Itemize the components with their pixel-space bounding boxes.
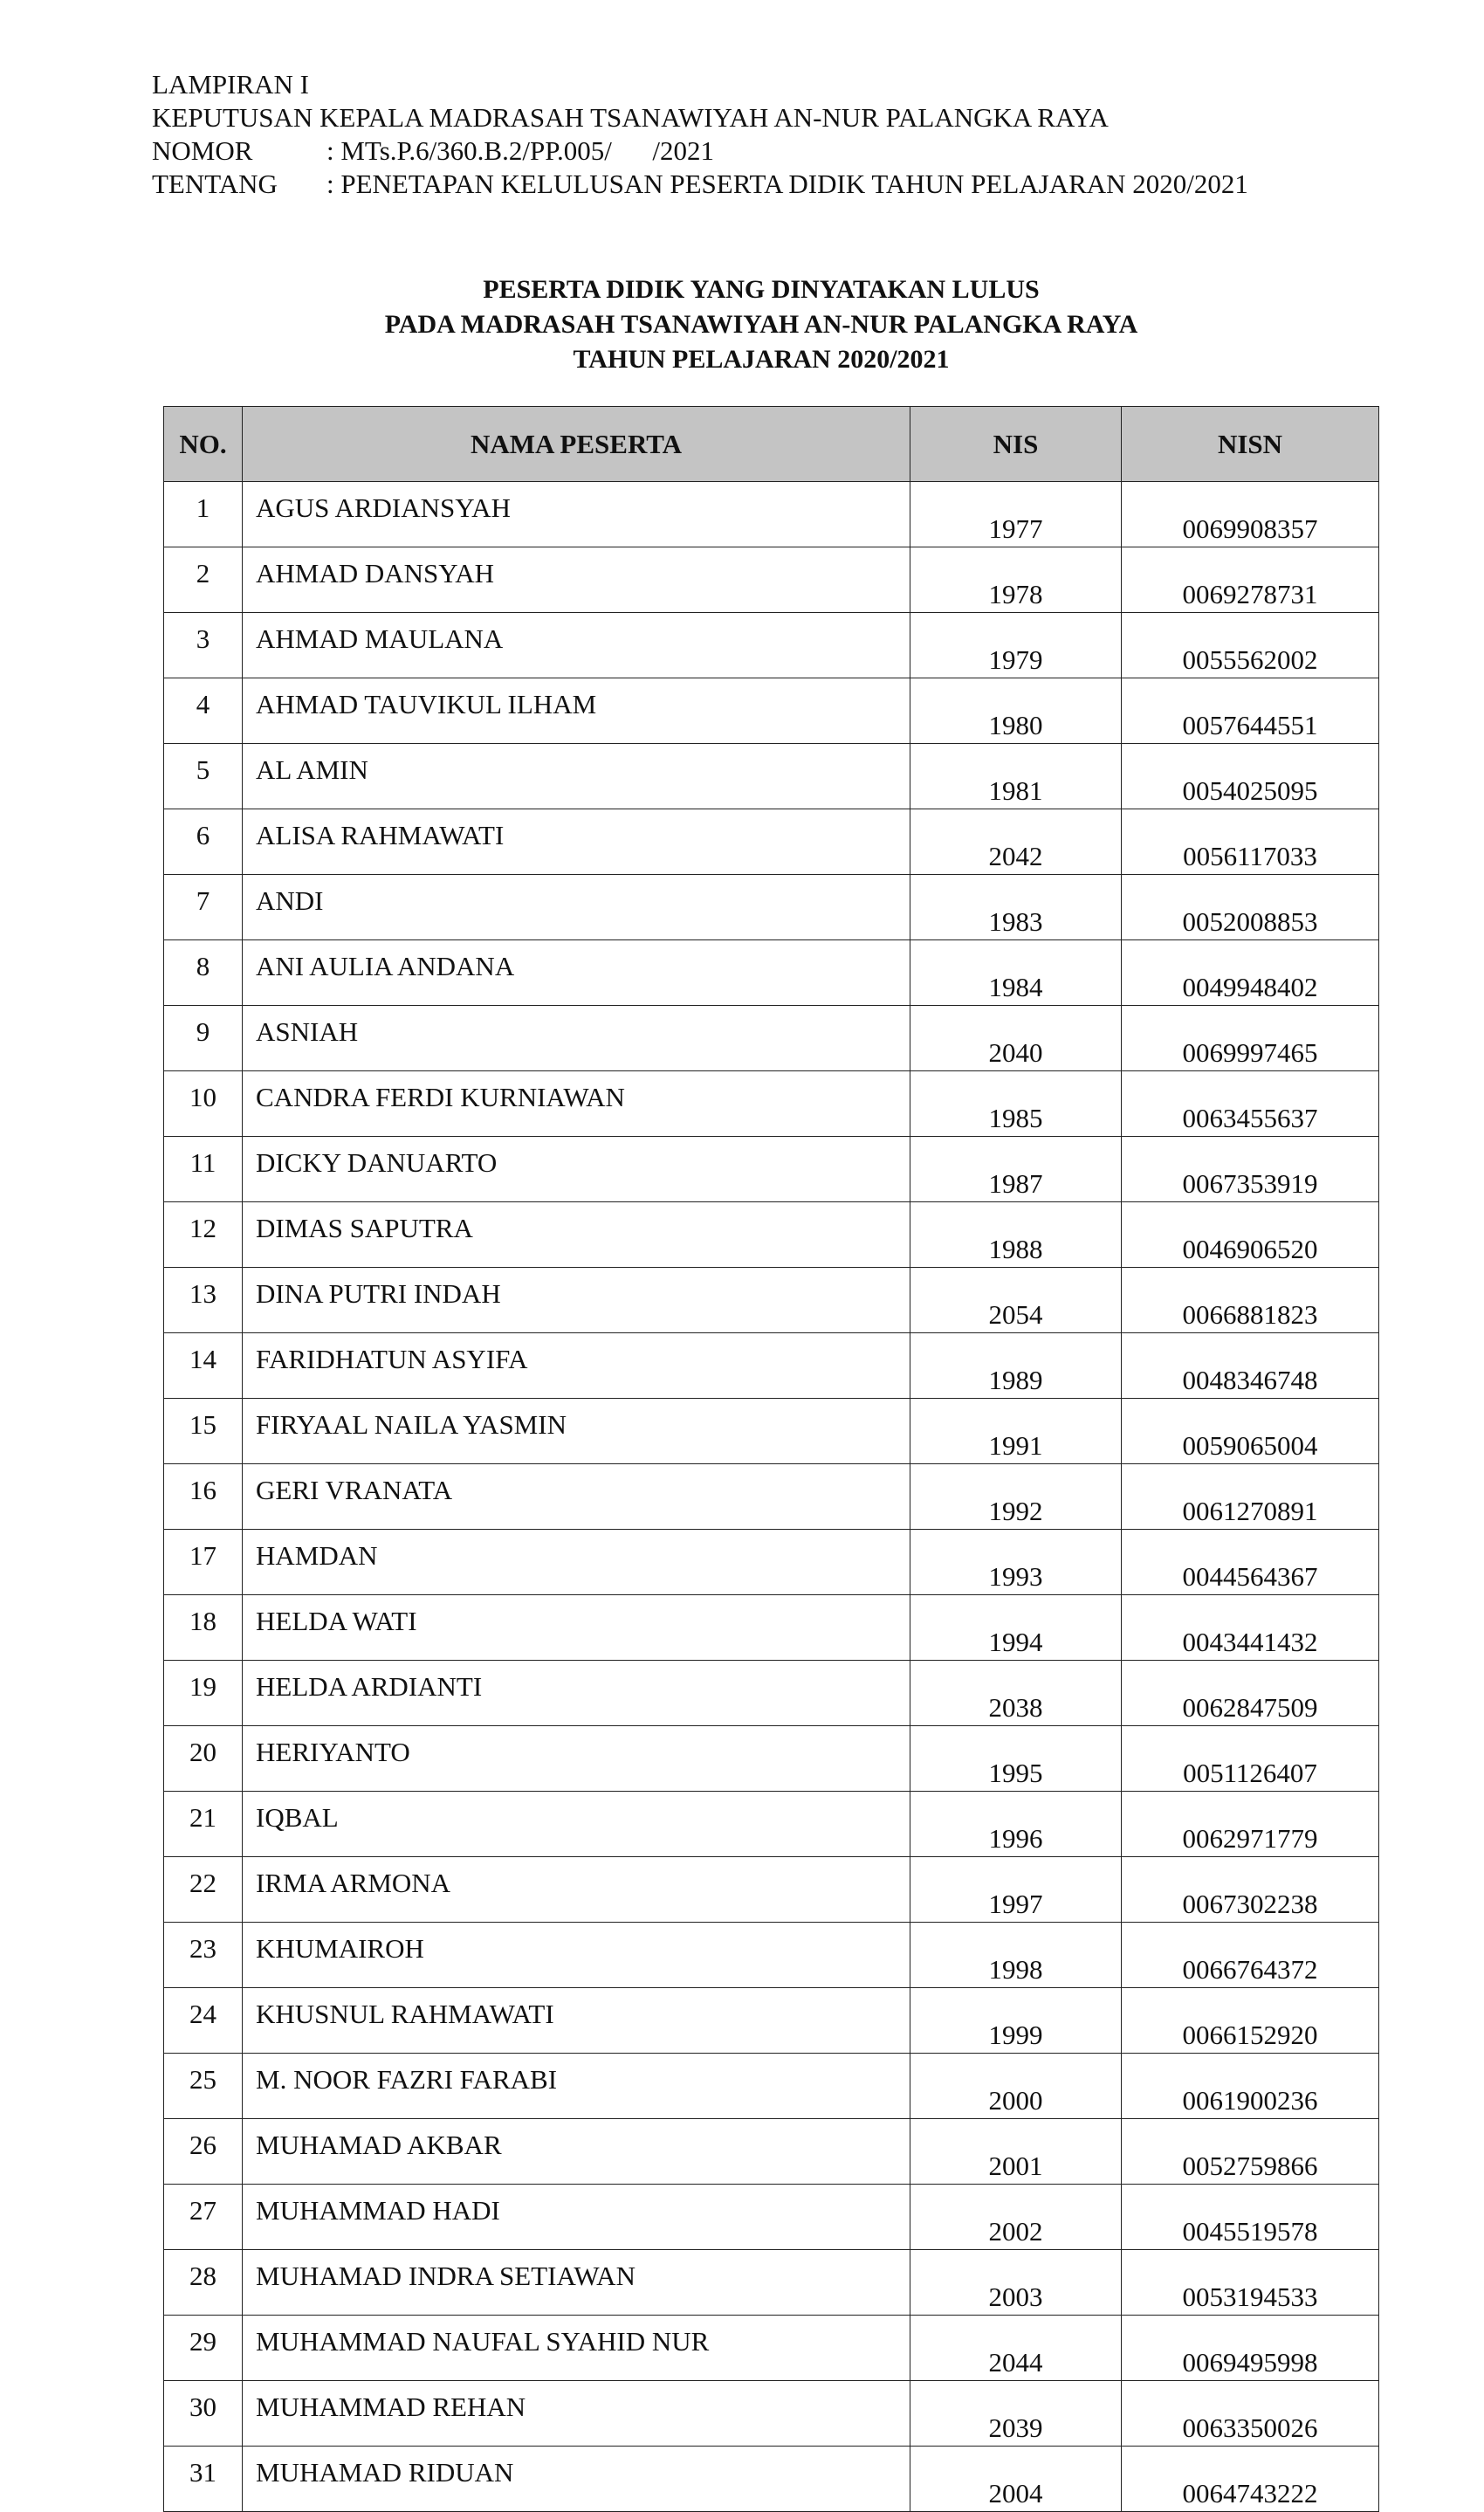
student-name: KHUMAIROH (243, 1923, 910, 1988)
student-nis: 1997 (910, 1857, 1122, 1923)
row-number: 11 (164, 1137, 243, 1202)
student-nisn: 0052759866 (1122, 2119, 1379, 2185)
student-nisn: 0052008853 (1122, 875, 1379, 940)
student-nisn: 0056117033 (1122, 809, 1379, 875)
student-name: AHMAD DANSYAH (243, 547, 910, 613)
student-nisn: 0049948402 (1122, 940, 1379, 1006)
student-nisn: 0063350026 (1122, 2381, 1379, 2447)
tentang-line (152, 168, 1248, 201)
student-name: HELDA WATI (243, 1595, 910, 1661)
student-nisn: 0067302238 (1122, 1857, 1379, 1923)
row-number: 30 (164, 2381, 243, 2447)
row-number: 25 (164, 2054, 243, 2119)
student-nisn: 0043441432 (1122, 1595, 1379, 1661)
student-nis: 1991 (910, 1399, 1122, 1464)
table-row (164, 1595, 1379, 1661)
row-number: 31 (164, 2447, 243, 2512)
student-name: DIMAS SAPUTRA (243, 1202, 910, 1268)
row-number: 10 (164, 1071, 243, 1137)
student-name: MUHAMAD RIDUAN (243, 2447, 910, 2512)
row-number: 17 (164, 1530, 243, 1595)
row-number: 7 (164, 875, 243, 940)
student-name: IQBAL (243, 1792, 910, 1857)
student-name: GERI VRANATA (243, 1464, 910, 1530)
table-row (164, 1923, 1379, 1988)
row-number: 27 (164, 2185, 243, 2250)
header-nama-peserta: NAMA PESERTA (243, 407, 910, 482)
student-nisn: 0054025095 (1122, 744, 1379, 809)
table-row (164, 2250, 1379, 2316)
student-nis: 2038 (910, 1661, 1122, 1726)
student-nis: 2000 (910, 2054, 1122, 2119)
table-row (164, 1137, 1379, 1202)
table-row (164, 2316, 1379, 2381)
table-row (164, 940, 1379, 1006)
student-nis: 1999 (910, 1988, 1122, 2054)
row-number: 22 (164, 1857, 243, 1923)
student-nis: 1989 (910, 1333, 1122, 1399)
student-name: MUHAMMAD REHAN (243, 2381, 910, 2447)
row-number: 4 (164, 678, 243, 744)
student-nis: 1978 (910, 547, 1122, 613)
student-name: FARIDHATUN ASYIFA (243, 1333, 910, 1399)
student-name: HELDA ARDIANTI (243, 1661, 910, 1726)
row-number: 19 (164, 1661, 243, 1726)
student-nis: 1980 (910, 678, 1122, 744)
lampiran-line: LAMPIRAN I (152, 69, 309, 100)
student-nisn: 0069997465 (1122, 1006, 1379, 1071)
student-nis: 2044 (910, 2316, 1122, 2381)
table-row (164, 875, 1379, 940)
table-row (164, 613, 1379, 678)
student-nisn: 0066764372 (1122, 1923, 1379, 1988)
student-name: HAMDAN (243, 1530, 910, 1595)
document-header (152, 68, 1248, 201)
table-body (164, 482, 1379, 2512)
student-nisn: 0061270891 (1122, 1464, 1379, 1530)
student-nis: 1992 (910, 1464, 1122, 1530)
student-nis: 2042 (910, 809, 1122, 875)
title-line-1: PESERTA DIDIK YANG DINYATAKAN LULUS (483, 275, 1040, 304)
title-line-2: PADA MADRASAH TSANAWIYAH AN-NUR PALANGKA RAYA (384, 310, 1138, 339)
student-nisn: 0044564367 (1122, 1530, 1379, 1595)
student-nis: 1995 (910, 1726, 1122, 1792)
student-nis: 1984 (910, 940, 1122, 1006)
student-nis: 1981 (910, 744, 1122, 809)
student-name: ANI AULIA ANDANA (243, 940, 910, 1006)
row-number: 1 (164, 482, 243, 547)
student-name: AHMAD MAULANA (243, 613, 910, 678)
table-row (164, 1268, 1379, 1333)
student-nis: 1998 (910, 1923, 1122, 1988)
table-row (164, 1071, 1379, 1137)
student-name: MUHAMMAD HADI (243, 2185, 910, 2250)
student-nisn: 0062847509 (1122, 1661, 1379, 1726)
row-number: 18 (164, 1595, 243, 1661)
student-nis: 1996 (910, 1792, 1122, 1857)
student-name: ASNIAH (243, 1006, 910, 1071)
student-nisn: 0048346748 (1122, 1333, 1379, 1399)
student-nis: 1987 (910, 1137, 1122, 1202)
student-nisn: 0069278731 (1122, 547, 1379, 613)
student-nisn: 0057644551 (1122, 678, 1379, 744)
table-row (164, 678, 1379, 744)
table-row (164, 2381, 1379, 2447)
student-nisn: 0063455637 (1122, 1071, 1379, 1137)
tentang-value: : PENETAPAN KELULUSAN PESERTA DIDIK TAHUN PELAJARAN 2020/2021 (326, 169, 1248, 199)
document-title (0, 272, 1484, 377)
student-nisn: 0069495998 (1122, 2316, 1379, 2381)
student-nisn: 0064743222 (1122, 2447, 1379, 2512)
row-number: 26 (164, 2119, 243, 2185)
student-name: CANDRA FERDI KURNIAWAN (243, 1071, 910, 1137)
student-name: ANDI (243, 875, 910, 940)
table-row (164, 2447, 1379, 2512)
title-line-3: TAHUN PELAJARAN 2020/2021 (573, 345, 950, 374)
student-nis: 2003 (910, 2250, 1122, 2316)
student-name: MUHAMAD INDRA SETIAWAN (243, 2250, 910, 2316)
student-nisn: 0061900236 (1122, 2054, 1379, 2119)
student-name: FIRYAAL NAILA YASMIN (243, 1399, 910, 1464)
nomor-line (152, 134, 1248, 168)
table-row (164, 2185, 1379, 2250)
table-row (164, 1464, 1379, 1530)
row-number: 5 (164, 744, 243, 809)
student-name: HERIYANTO (243, 1726, 910, 1792)
row-number: 8 (164, 940, 243, 1006)
header-nis: NIS (910, 407, 1122, 482)
student-name: M. NOOR FAZRI FARABI (243, 2054, 910, 2119)
student-nis: 1994 (910, 1595, 1122, 1661)
table-row (164, 1399, 1379, 1464)
row-number: 14 (164, 1333, 243, 1399)
student-nis: 1988 (910, 1202, 1122, 1268)
table-row (164, 1726, 1379, 1792)
row-number: 13 (164, 1268, 243, 1333)
student-nis: 2054 (910, 1268, 1122, 1333)
row-number: 21 (164, 1792, 243, 1857)
student-nisn: 0051126407 (1122, 1726, 1379, 1792)
student-nisn: 0066152920 (1122, 1988, 1379, 2054)
student-name: AL AMIN (243, 744, 910, 809)
student-nis: 2040 (910, 1006, 1122, 1071)
row-number: 6 (164, 809, 243, 875)
student-nisn: 0062971779 (1122, 1792, 1379, 1857)
student-nis: 1979 (910, 613, 1122, 678)
table-row (164, 547, 1379, 613)
student-nisn: 0053194533 (1122, 2250, 1379, 2316)
table-row (164, 1792, 1379, 1857)
row-number: 20 (164, 1726, 243, 1792)
table-row (164, 1857, 1379, 1923)
student-name: AHMAD TAUVIKUL ILHAM (243, 678, 910, 744)
tentang-label: TENTANG (152, 169, 278, 199)
table-row (164, 809, 1379, 875)
row-number: 29 (164, 2316, 243, 2381)
student-nis: 2002 (910, 2185, 1122, 2250)
student-nisn: 0059065004 (1122, 1399, 1379, 1464)
header-nisn: NISN (1122, 407, 1379, 482)
table-row (164, 1530, 1379, 1595)
student-name: DICKY DANUARTO (243, 1137, 910, 1202)
student-name: DINA PUTRI INDAH (243, 1268, 910, 1333)
student-nis: 1985 (910, 1071, 1122, 1137)
nomor-value: : MTs.P.6/360.B.2/PP.005/ /2021 (326, 135, 714, 166)
row-number: 12 (164, 1202, 243, 1268)
table-row (164, 744, 1379, 809)
student-nisn: 0066881823 (1122, 1268, 1379, 1333)
table-row (164, 2119, 1379, 2185)
student-name: AGUS ARDIANSYAH (243, 482, 910, 547)
student-nisn: 0055562002 (1122, 613, 1379, 678)
row-number: 2 (164, 547, 243, 613)
student-nisn: 0046906520 (1122, 1202, 1379, 1268)
table-row (164, 2054, 1379, 2119)
student-name: MUHAMMAD NAUFAL SYAHID NUR (243, 2316, 910, 2381)
table-row (164, 1988, 1379, 2054)
student-nisn: 0045519578 (1122, 2185, 1379, 2250)
graduates-table-container (163, 406, 1378, 2512)
table-row (164, 1661, 1379, 1726)
student-nis: 2039 (910, 2381, 1122, 2447)
student-nisn: 0067353919 (1122, 1137, 1379, 1202)
row-number: 28 (164, 2250, 243, 2316)
nomor-label: NOMOR (152, 135, 253, 166)
student-nis: 1977 (910, 482, 1122, 547)
table-header-row (164, 407, 1379, 482)
row-number: 15 (164, 1399, 243, 1464)
student-nis: 2001 (910, 2119, 1122, 2185)
row-number: 9 (164, 1006, 243, 1071)
student-nisn: 0069908357 (1122, 482, 1379, 547)
table-row (164, 482, 1379, 547)
row-number: 3 (164, 613, 243, 678)
row-number: 24 (164, 1988, 243, 2054)
table-row (164, 1333, 1379, 1399)
keputusan-line: KEPUTUSAN KEPALA MADRASAH TSANAWIYAH AN-NUR PALANGKA RAYA (152, 102, 1109, 133)
row-number: 23 (164, 1923, 243, 1988)
graduates-table (163, 406, 1379, 2512)
row-number: 16 (164, 1464, 243, 1530)
student-name: ALISA RAHMAWATI (243, 809, 910, 875)
table-row (164, 1202, 1379, 1268)
student-name: KHUSNUL RAHMAWATI (243, 1988, 910, 2054)
student-nis: 1983 (910, 875, 1122, 940)
student-nis: 2004 (910, 2447, 1122, 2512)
student-name: MUHAMAD AKBAR (243, 2119, 910, 2185)
student-name: IRMA ARMONA (243, 1857, 910, 1923)
header-no: NO. (164, 407, 243, 482)
student-nis: 1993 (910, 1530, 1122, 1595)
table-row (164, 1006, 1379, 1071)
